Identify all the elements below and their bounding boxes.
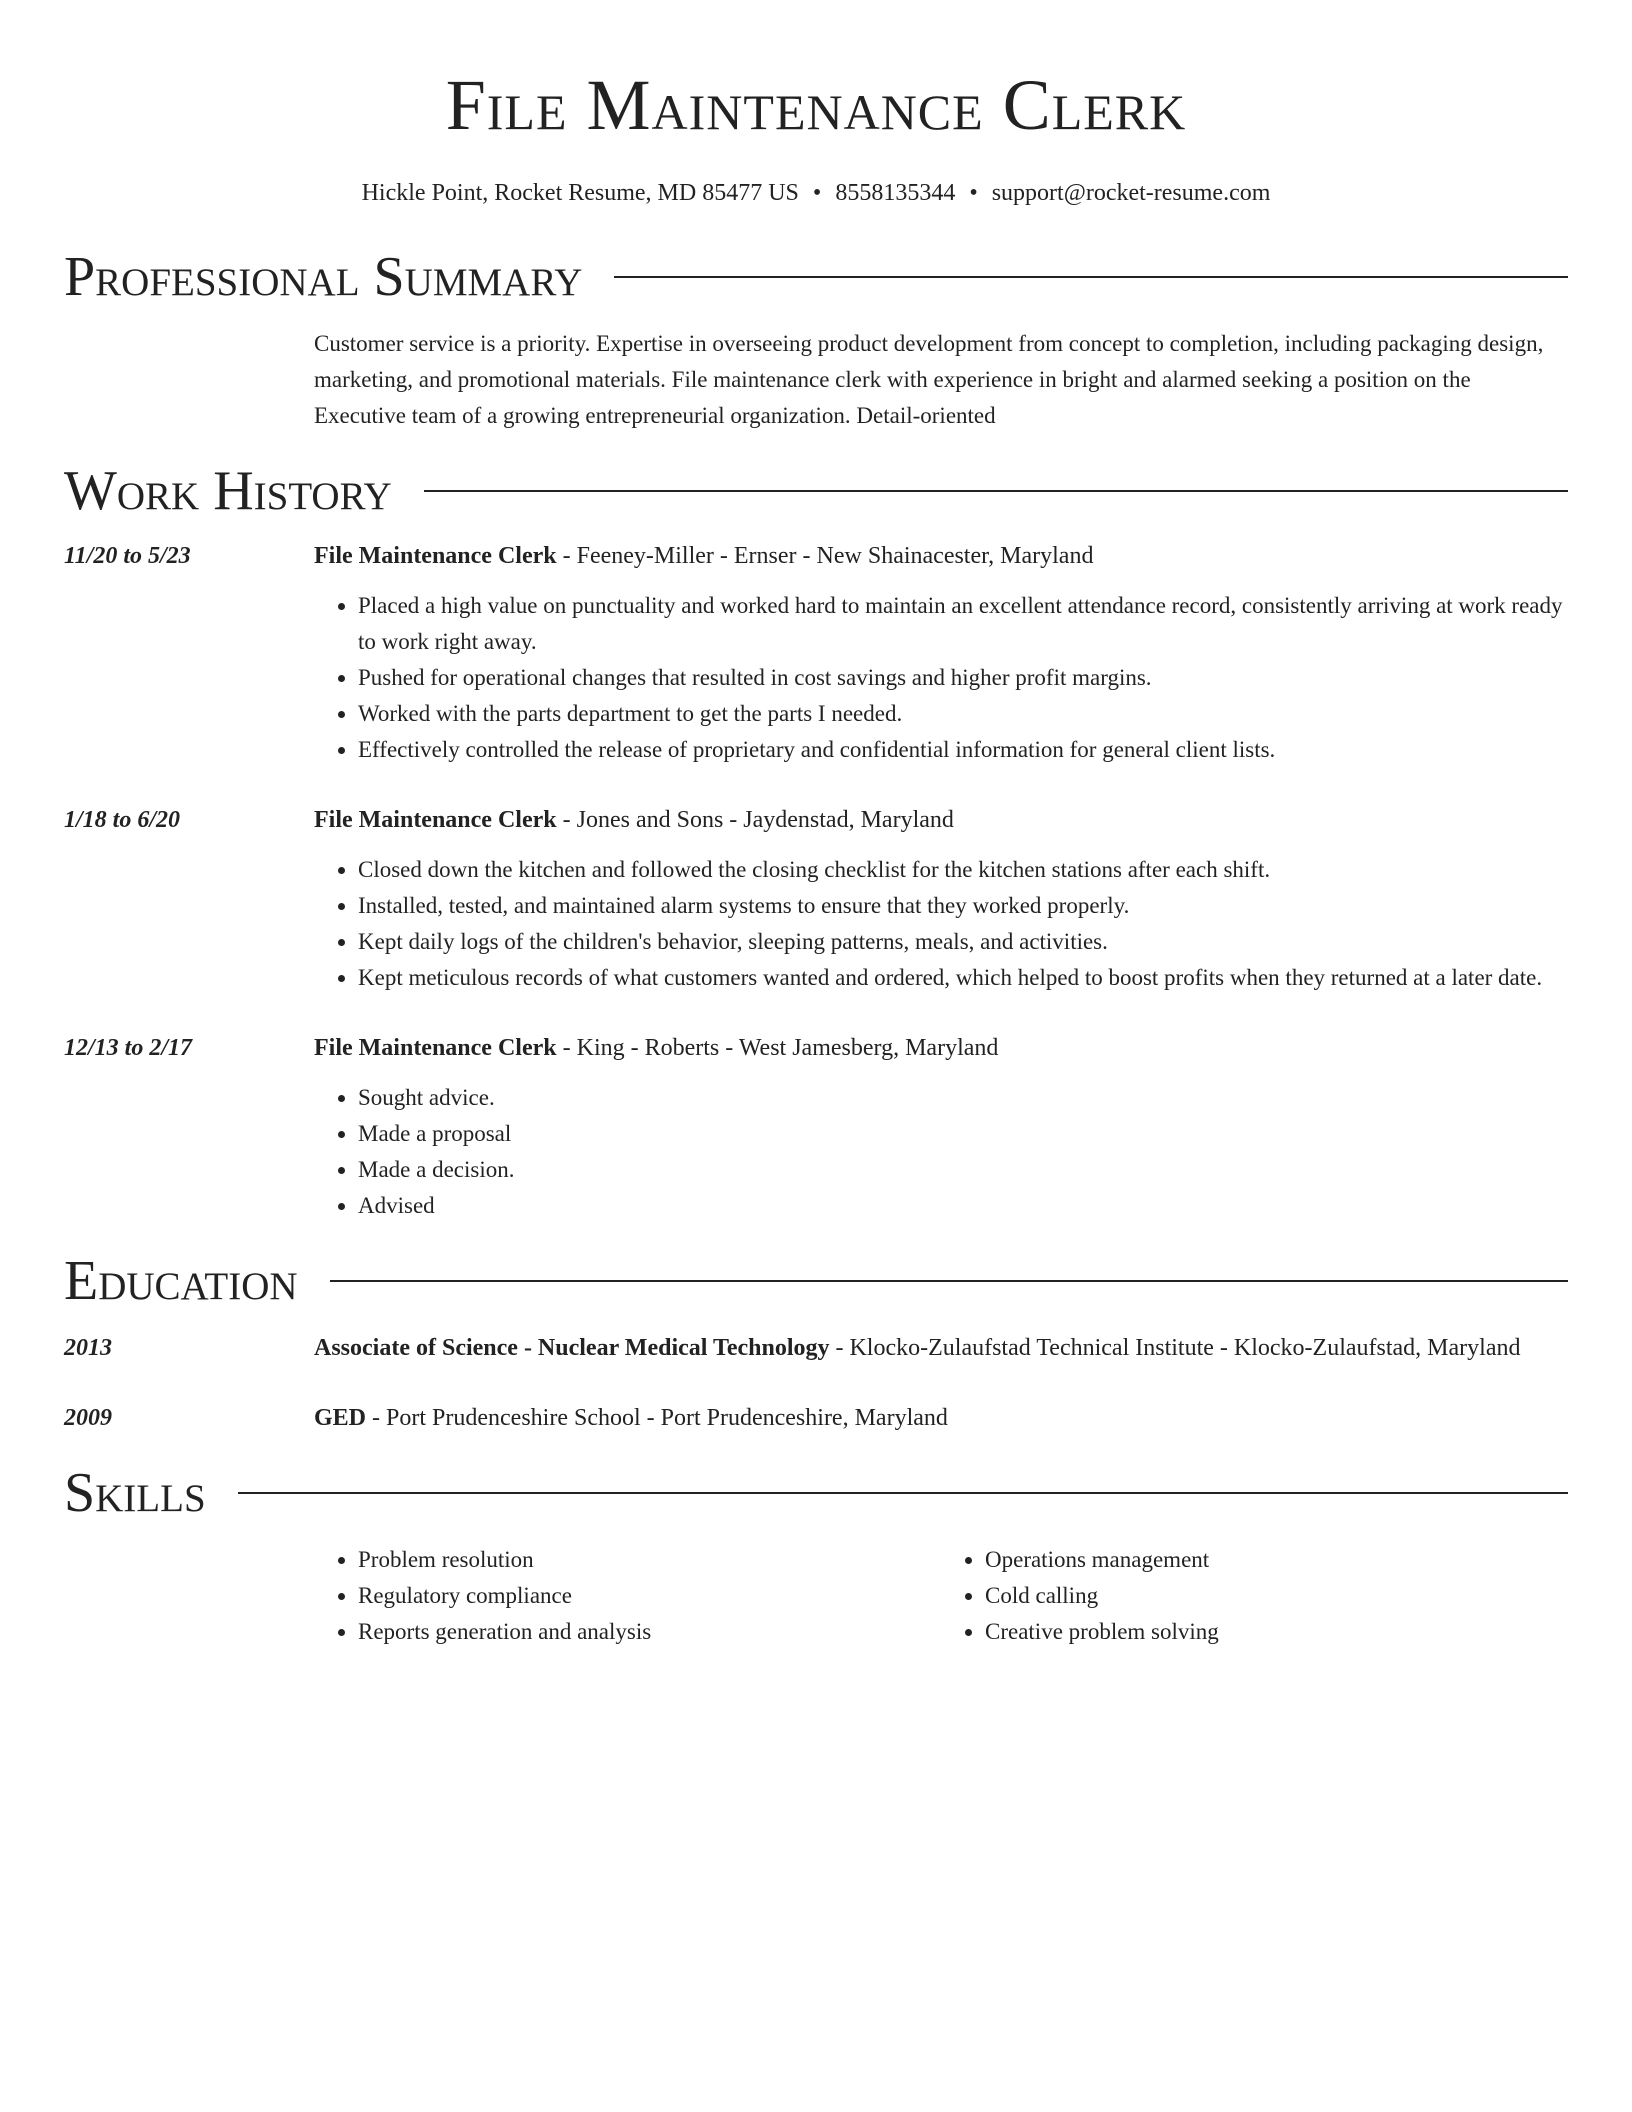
job-entry [64, 538, 1568, 768]
job-bullet: • Placed a high value on punctuality and worked hard to maintain an excellent attendance record, consistently arriving at work ready to work right away. [358, 588, 1568, 660]
education-entry [64, 1400, 1568, 1436]
job-dates: 1/18 to 6/20 [64, 807, 181, 833]
skills-list-left [314, 1542, 941, 1650]
job-heading [314, 538, 1568, 574]
job-body [314, 538, 1568, 768]
summary-section-header [64, 246, 1568, 308]
job-bullet: • Kept daily logs of the children's behavior, sleeping patterns, meals, and activities. [358, 924, 1568, 960]
skill-item: • Regulatory compliance [358, 1578, 941, 1614]
skills-section-title: Skills [64, 1462, 206, 1524]
job-details: - Jones and Sons - Jaydenstad, Maryland [556, 807, 954, 833]
summary-spacer [64, 326, 314, 434]
job-body [314, 1030, 1568, 1224]
education-entry [64, 1330, 1568, 1366]
job-bullets [314, 588, 1568, 768]
contact-line [64, 178, 1568, 208]
skills-grid [314, 1542, 1568, 1650]
job-title: File Maintenance Clerk [314, 807, 557, 833]
job-details: - King - Roberts - West Jamesberg, Maryland [556, 1035, 999, 1061]
job-bullet: • Kept meticulous records of what customers wanted and ordered, which helped to boost profits when they returned at a later date. [358, 960, 1568, 996]
job-body [314, 802, 1568, 996]
section-divider [238, 1492, 1568, 1494]
education-body [314, 1330, 1568, 1366]
section-divider [424, 490, 1568, 492]
job-bullet: • Sought advice. [358, 1080, 1568, 1116]
contact-address: Hickle Point, Rocket Resume, MD 85477 US [361, 180, 799, 206]
education-details: - Port Prudenceshire School - Port Prudenceshire, Maryland [366, 1405, 948, 1431]
job-heading [314, 802, 1568, 838]
skill-item: • Operations management [985, 1542, 1568, 1578]
job-bullet: • Worked with the parts department to get the parts I needed. [358, 696, 1568, 732]
job-bullet: • Advised [358, 1188, 1568, 1224]
contact-email: support@rocket-resume.com [991, 180, 1271, 206]
work-section-header [64, 460, 1568, 522]
resume-name: File Maintenance Clerk [445, 65, 1187, 145]
job-bullet: • Closed down the kitchen and followed the closing checklist for the kitchen stations after each shift. [358, 852, 1568, 888]
skill-item: • Creative problem solving [985, 1614, 1568, 1650]
skill-item: • Cold calling [985, 1578, 1568, 1614]
summary-row [64, 326, 1568, 434]
education-year: 2013 [64, 1335, 112, 1361]
job-entry [64, 802, 1568, 996]
skills-row [64, 1524, 1568, 1650]
job-heading [314, 1030, 1568, 1066]
education-details: - Klocko-Zulaufstad Technical Institute - Klocko-Zulaufstad, Maryland [829, 1335, 1521, 1361]
job-bullets [314, 852, 1568, 996]
education-section-title: Education [64, 1250, 298, 1312]
work-section-title: Work History [64, 460, 392, 522]
job-bullet: • Made a decision. [358, 1152, 1568, 1188]
job-details: - Feeney-Miller - Ernser - New Shainacester, Maryland [556, 543, 1094, 569]
education-year: 2009 [64, 1405, 112, 1431]
job-entry [64, 1030, 1568, 1224]
job-bullet: • Pushed for operational changes that resulted in cost savings and higher profit margins. [358, 660, 1568, 696]
contact-separator: • [969, 180, 978, 206]
job-bullets [314, 1080, 1568, 1224]
job-bullet: • Installed, tested, and maintained alarm systems to ensure that they worked properly. [358, 888, 1568, 924]
summary-text: Customer service is a priority. Expertise in overseeing product development from concept to completion, including packaging design, marketing, and promotional materials. File maintenance clerk with experience in bright and alarmed seeking a position on the Executive team of a growing entrepreneurial organization. Detail-oriented [314, 331, 1544, 428]
section-divider [330, 1280, 1568, 1282]
skill-item: • Reports generation and analysis [358, 1614, 941, 1650]
job-bullet: • Made a proposal [358, 1116, 1568, 1152]
job-bullet: • Effectively controlled the release of proprietary and confidential information for general client lists. [358, 732, 1568, 768]
job-dates: 11/20 to 5/23 [64, 543, 191, 569]
contact-phone: 8558135344 [835, 180, 956, 206]
skills-list-right [941, 1542, 1568, 1650]
education-degree: Associate of Science - Nuclear Medical Technology [314, 1335, 830, 1361]
section-divider [614, 276, 1568, 278]
job-title: File Maintenance Clerk [314, 543, 557, 569]
education-degree: GED [314, 1405, 367, 1431]
education-section-header [64, 1250, 1568, 1312]
skills-section-header [64, 1462, 1568, 1524]
job-title: File Maintenance Clerk [314, 1035, 557, 1061]
summary-section-title: Professional Summary [64, 246, 583, 308]
skill-item: • Problem resolution [358, 1542, 941, 1578]
job-dates: 12/13 to 2/17 [64, 1035, 193, 1061]
contact-separator: • [812, 180, 822, 206]
skills-spacer [64, 1524, 314, 1650]
education-body [314, 1400, 1568, 1436]
